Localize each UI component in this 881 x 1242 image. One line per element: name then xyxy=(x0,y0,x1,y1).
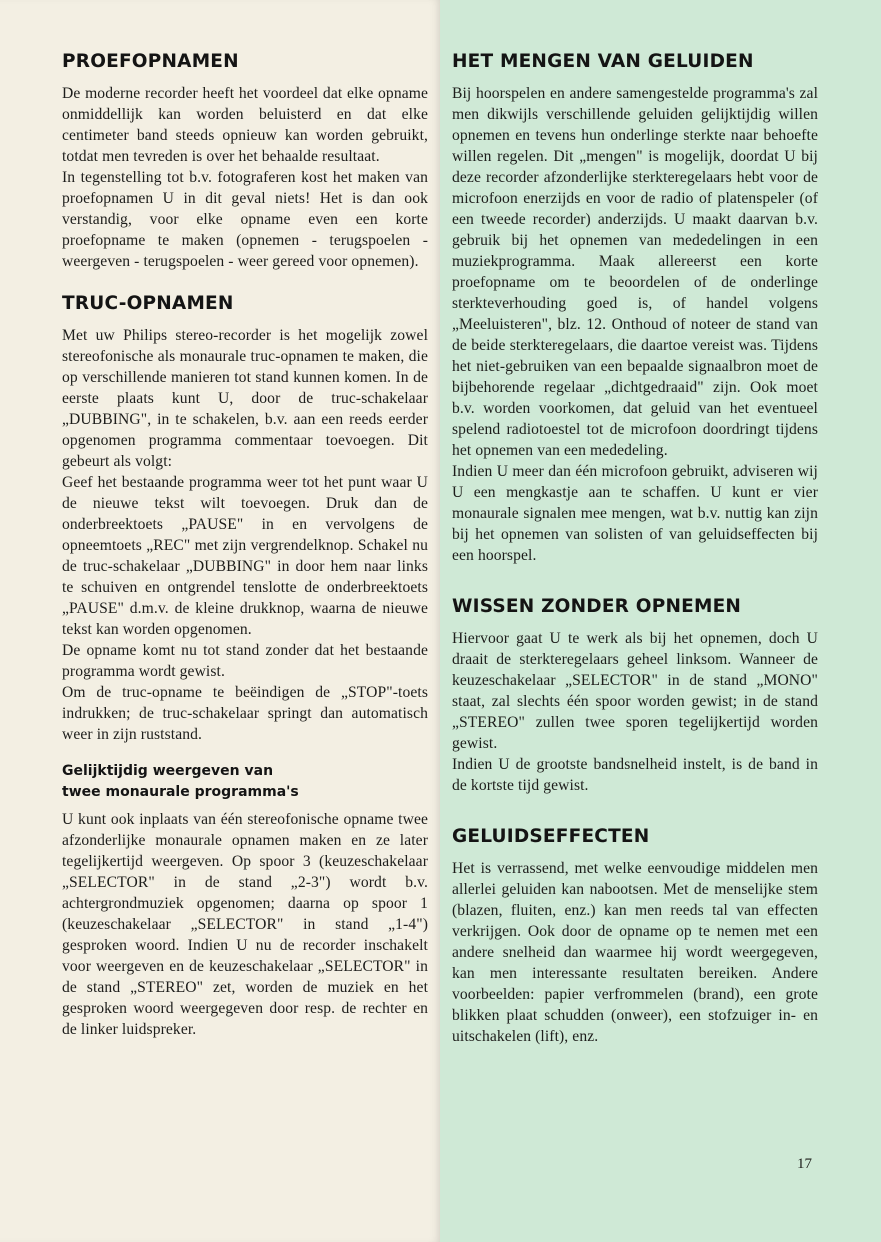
heading-het-mengen-van-geluiden: HET MENGEN VAN GELUIDEN xyxy=(452,51,754,72)
paragraph: Hiervoor gaat U te werk als bij het opnemen, doch U draait de sterkteregelaars geheel linksom. Wanneer de keuzeschakelaar „SELECTOR" in de stand „MONO" staat, zal slechts één spoor worden gewist; in de stand „STEREO" zullen twee sporen tegelijkertijd worden gewist. xyxy=(452,630,818,752)
heading-proefopnamen: PROEFOPNAMEN xyxy=(62,51,239,72)
paragraph: Indien U de grootste bandsnelheid instelt, is de band in de kortste tijd gewist. xyxy=(452,756,818,794)
paragraph: Om de truc-opname te beëindigen de „STOP"-toets indrukken; de truc-schakelaar springt dan automatisch weer in zijn ruststand. xyxy=(62,684,428,743)
subheading-line: twee monaurale programma's xyxy=(62,784,299,800)
paragraph: De opname komt nu tot stand zonder dat het bestaande programma wordt gewist. xyxy=(62,642,428,680)
subheading-line: Gelijktijdig weergeven van xyxy=(62,763,274,779)
heading-truc-opnamen: TRUC-OPNAMEN xyxy=(62,293,234,314)
left-column xyxy=(0,0,440,1242)
left-column-content xyxy=(62,50,428,1040)
heading-wissen-zonder-opnemen: WISSEN ZONDER OPNEMEN xyxy=(452,596,742,617)
right-column-content xyxy=(452,50,818,1047)
paragraph: Het is verrassend, met welke eenvoudige middelen men allerlei geluiden kan nabootsen. Met de menselijke stem (blazen, fluiten, enz.) kan men reeds tal van effecten verkrijgen. Ook door de opname op te nemen met een andere snelheid dan waarmee hij wordt weergegeven, kan men interessante resultaten bereiken. Andere voorbeelden: papier verfrommelen (brand), een grote blikken plaat schudden (onweer), een stofzuiger in- en uitschakelen (lift), enz. xyxy=(452,860,818,1045)
page-number: 17 xyxy=(797,1156,812,1172)
paragraph: Bij hoorspelen en andere samengestelde programma's zal men dikwijls verschillende geluiden gelijktijdig willen opnemen en tevens hun onderlinge sterkte naar behoefte willen regelen. Dit „mengen" is mogelijk, doordat U bij deze recorder afzonderlijke sterkteregelaars hebt voor de microfoon enerzijds en voor de radio of platenspeler (of een tweede recorder) anderzijds. U maakt daarvan b.v. gebruik bij het opnemen van mededelingen in een muziekprogramma. Maak allereerst een korte proefopname om te beoordelen of de onderlinge sterkteverhouding goed is, of handel volgens „Meeluisteren", blz. 12. Onthoud of noteer de stand van de beide sterkteregelaars, die daartoe vereist was. Tijdens het niet-gebruiken van een bepaalde signaalbron moet de bijbehorende regelaar „dichtgedraaid" zijn. Ook moet b.v. worden voorkomen, dat geluid van het eventueel spelend radiotoestel tot de microfoon doordringt tijdens het opnemen van een mededeling. xyxy=(452,85,818,459)
paragraph: Met uw Philips stereo-recorder is het mogelijk zowel stereofonische als monaurale truc-opnamen te maken, die op verschillende manieren tot stand kunnen komen. In de eerste plaats kunt U, door de truc-schakelaar „DUBBING", in te schakelen, b.v. aan een reeds eerder opgenomen programma commentaar toevoegen. Dit gebeurt als volgt: xyxy=(62,327,428,470)
paragraph: Geef het bestaande programma weer tot het punt waar U de nieuwe tekst wilt toevoegen. Druk dan de onderbreektoets „PAUSE" in en vervolgens de opneemtoets „REC" met zijn vergrendelknop. Schakel nu de truc-schakelaar „DUBBING" in door hem naar links te schuiven en ontgrendel tenslotte de onderbreektoets „PAUSE" d.m.v. de kleine drukknop, waarna de nieuwe tekst kan worden opgenomen. xyxy=(62,474,428,638)
paragraph: Indien U meer dan één microfoon gebruikt, adviseren wij U een mengkastje aan te schaffen. U kunt er vier monaurale signalen mee mengen, wat b.v. nuttig kan zijn bij het opnemen van solisten of van geluidseffecten bij een hoorspel. xyxy=(452,463,818,564)
paragraph: U kunt ook inplaats van één stereofonische opname twee afzonderlijke monaurale opnamen maken en ze later tegelijkertijd weergeven. Op spoor 3 (keuzeschakelaar „SELECTOR" in de stand „2-3") wordt b.v. achtergrondmuziek opgenomen; daarna op spoor 1 (keuzeschakelaar „SELECTOR" in stand „1-4") gesproken woord. Indien U nu de recorder inschakelt voor weergeven en de keuzeschakelaar „SELECTOR" in de stand „STEREO" zet, worden de muziek en het gesproken woord weergegeven door resp. de rechter en de linker luidspreker. xyxy=(62,811,428,1038)
heading-geluidseffecten: GELUIDSEFFECTEN xyxy=(452,826,650,847)
subheading-gelijktijdig-weergeven xyxy=(62,761,428,803)
paragraph: De moderne recorder heeft het voordeel dat elke opname onmiddellijk kan worden beluisterd en dat elke centimeter band steeds opnieuw kan worden gebruikt, totdat men tevreden is over het behaalde resultaat. xyxy=(62,85,428,165)
paragraph: In tegenstelling tot b.v. fotograferen kost het maken van proefopnamen U in dit geval niets! Het is dan ook verstandig, voor elke opname even een korte proefopname te maken (opnemen - terugspoelen - weergeven - terugspoelen - weer gereed voor opnemen). xyxy=(62,169,428,270)
